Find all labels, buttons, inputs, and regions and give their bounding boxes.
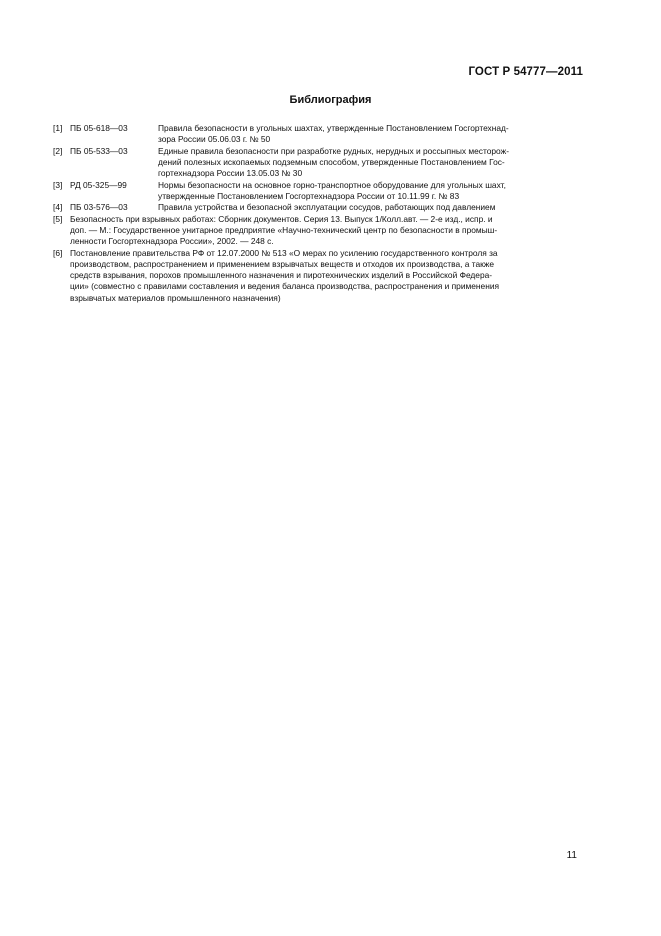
entry-number: [1] xyxy=(53,123,63,133)
entry-description xyxy=(158,180,577,202)
entry-line: ции» (совместно с правилами составления и ведения баланса производства, распространения и применения xyxy=(70,281,500,292)
entry-code: ПБ 05-533—03 xyxy=(70,145,128,156)
entry-line: взрывчатых материалов промышленного назначения) xyxy=(70,292,281,303)
page-number: 11 xyxy=(566,850,577,861)
entry-code: ПБ 03-576—03 xyxy=(70,202,128,213)
entry-line: Постановление правительства РФ от 12.07.2000 № 513 «О мерах по усилению государственного контроля за xyxy=(70,247,498,258)
entry-line: зора России 05.06.03 г. № 50 xyxy=(158,134,271,145)
entry-line: утвержденные Постановлением Госгортехнадзора России от 10.11.99 г. № 83 xyxy=(158,190,460,201)
entry-number: [3] xyxy=(53,179,63,190)
entry-description xyxy=(70,214,577,248)
bibliography-title: Библиография xyxy=(289,94,372,106)
bibliography-entry xyxy=(53,202,577,213)
entry-description xyxy=(158,123,577,145)
bibliography-entry xyxy=(53,180,577,202)
entry-code: РД 05-325—99 xyxy=(70,179,127,190)
entry-line: Правила устройства и безопасной эксплуатации сосудов, работающих под давлением xyxy=(158,202,496,213)
entry-number: [5] xyxy=(53,213,63,224)
entry-number: [2] xyxy=(53,145,63,156)
entry-line: гортехнадзора России 13.05.03 № 30 xyxy=(158,168,303,179)
entry-line: Единые правила безопасности при разработке рудных, нерудных и россыпных месторож- xyxy=(158,145,509,156)
entry-number: [4] xyxy=(53,202,63,213)
entry-line: производством, распространением и применением взрывчатых веществ и отходов их производства, а также xyxy=(70,258,495,269)
entry-line: Нормы безопасности на основное горно-транспортное оборудование для угольных шахт, xyxy=(158,179,506,190)
entry-line: средств взрывания, порохов промышленного назначения и пиротехнических изделий в Российской Федера- xyxy=(70,270,493,281)
entry-code: ПБ 05-618—03 xyxy=(70,123,128,133)
document-code-header: ГОСТ Р 54777—2011 xyxy=(468,66,583,78)
entry-line: ленности Госгортехнадзора России», 2002. — 248 с. xyxy=(70,236,274,247)
bibliography-entry xyxy=(53,123,577,145)
entry-description xyxy=(158,146,577,180)
bibliography-list xyxy=(53,123,577,304)
bibliography-entry xyxy=(53,146,577,180)
entry-line: Безопасность при взрывных работах: Сборник документов. Серия 13. Выпуск 1/Колл.авт. — 2-е изд., испр. и xyxy=(70,213,493,224)
entry-description xyxy=(158,202,577,213)
entry-line: доп. — М.: Государственное унитарное предприятие «Научно-технический центр по безопасности в промыш- xyxy=(70,225,498,236)
entry-description xyxy=(70,248,577,304)
bibliography-entry xyxy=(53,248,577,304)
entry-number: [6] xyxy=(53,247,63,258)
entry-line: Правила безопасности в угольных шахтах, утвержденные Постановлением Госгортехнад- xyxy=(158,123,509,133)
bibliography-entry xyxy=(53,214,577,248)
entry-line: дений полезных ископаемых подземным способом, утвержденные Постановлением Гос- xyxy=(158,156,505,167)
